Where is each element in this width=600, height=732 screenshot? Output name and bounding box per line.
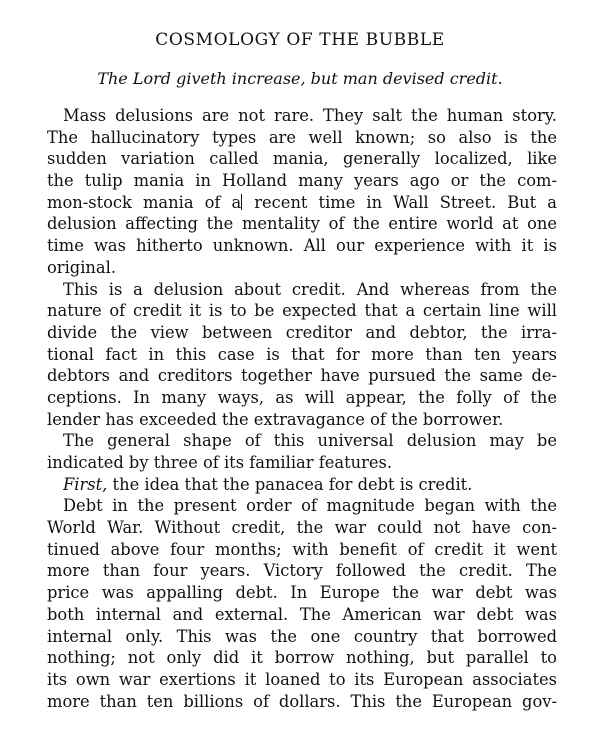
text-line: The general shape of this universal delusion may be (63, 431, 557, 451)
text-line: more than ten billions of dollars. This the European gov- (47, 691, 557, 711)
text-line: both internal and external. The American war debt was (47, 604, 557, 624)
text-line: tinued above four months; with benefit of credit it went (47, 539, 557, 559)
page-title: COSMOLOGY OF THE BUBBLE (155, 30, 445, 50)
text-line: nature of credit it is to be expected that a certain line will (47, 301, 557, 321)
text-line: mon-stock mania of a recent time in Wall Street. But a (47, 192, 557, 212)
text-line: nothing; not only did it borrow nothing, but parallel to (47, 648, 557, 668)
text-line: tional fact in this case is that for more than ten years (47, 344, 557, 364)
body-text (47, 105, 557, 712)
text-line: The hallucinatory types are well known; so also is the (47, 127, 557, 147)
text-line: original. (47, 257, 116, 277)
text-line: internal only. This was the one country that borrowed (47, 626, 557, 646)
text-line: price was appalling debt. In Europe the war debt was (47, 583, 557, 603)
text-line: indicated by three of its familiar features. (47, 453, 393, 472)
text-line: Mass delusions are not rare. They salt the human story. (63, 106, 557, 125)
text-line: ceptions. In many ways, as will appear, the folly of the (47, 387, 557, 407)
epigraph: The Lord giveth increase, but man devised credit. (97, 69, 503, 88)
text-line: delusion affecting the mentality of the entire world at one (47, 214, 557, 234)
text-line: debtors and creditors together have pursued the same de- (47, 366, 557, 386)
text-line: more than four years. Victory followed the credit. The (47, 561, 557, 581)
text-line: This is a delusion about credit. And whereas from the (63, 279, 557, 299)
text-line: lender has exceeded the extravagance of the borrower. (47, 409, 504, 429)
text-line: World War. Without credit, the war could not have con- (47, 518, 557, 538)
text-line: Debt in the present order of magnitude began with the (63, 496, 557, 516)
text-line: time was hitherto unknown. All our experience with it is (47, 236, 557, 256)
text-line: the tulip mania in Holland many years ago or the com- (47, 171, 557, 191)
text-line: First, the idea that the panacea for debt is credit. (63, 474, 473, 494)
text-line: divide the view between creditor and debtor, the irra- (47, 322, 557, 342)
text-line: its own war exertions it loaned to its European associates (47, 669, 557, 689)
text-line: sudden variation called mania, generally localized, like (47, 149, 557, 169)
